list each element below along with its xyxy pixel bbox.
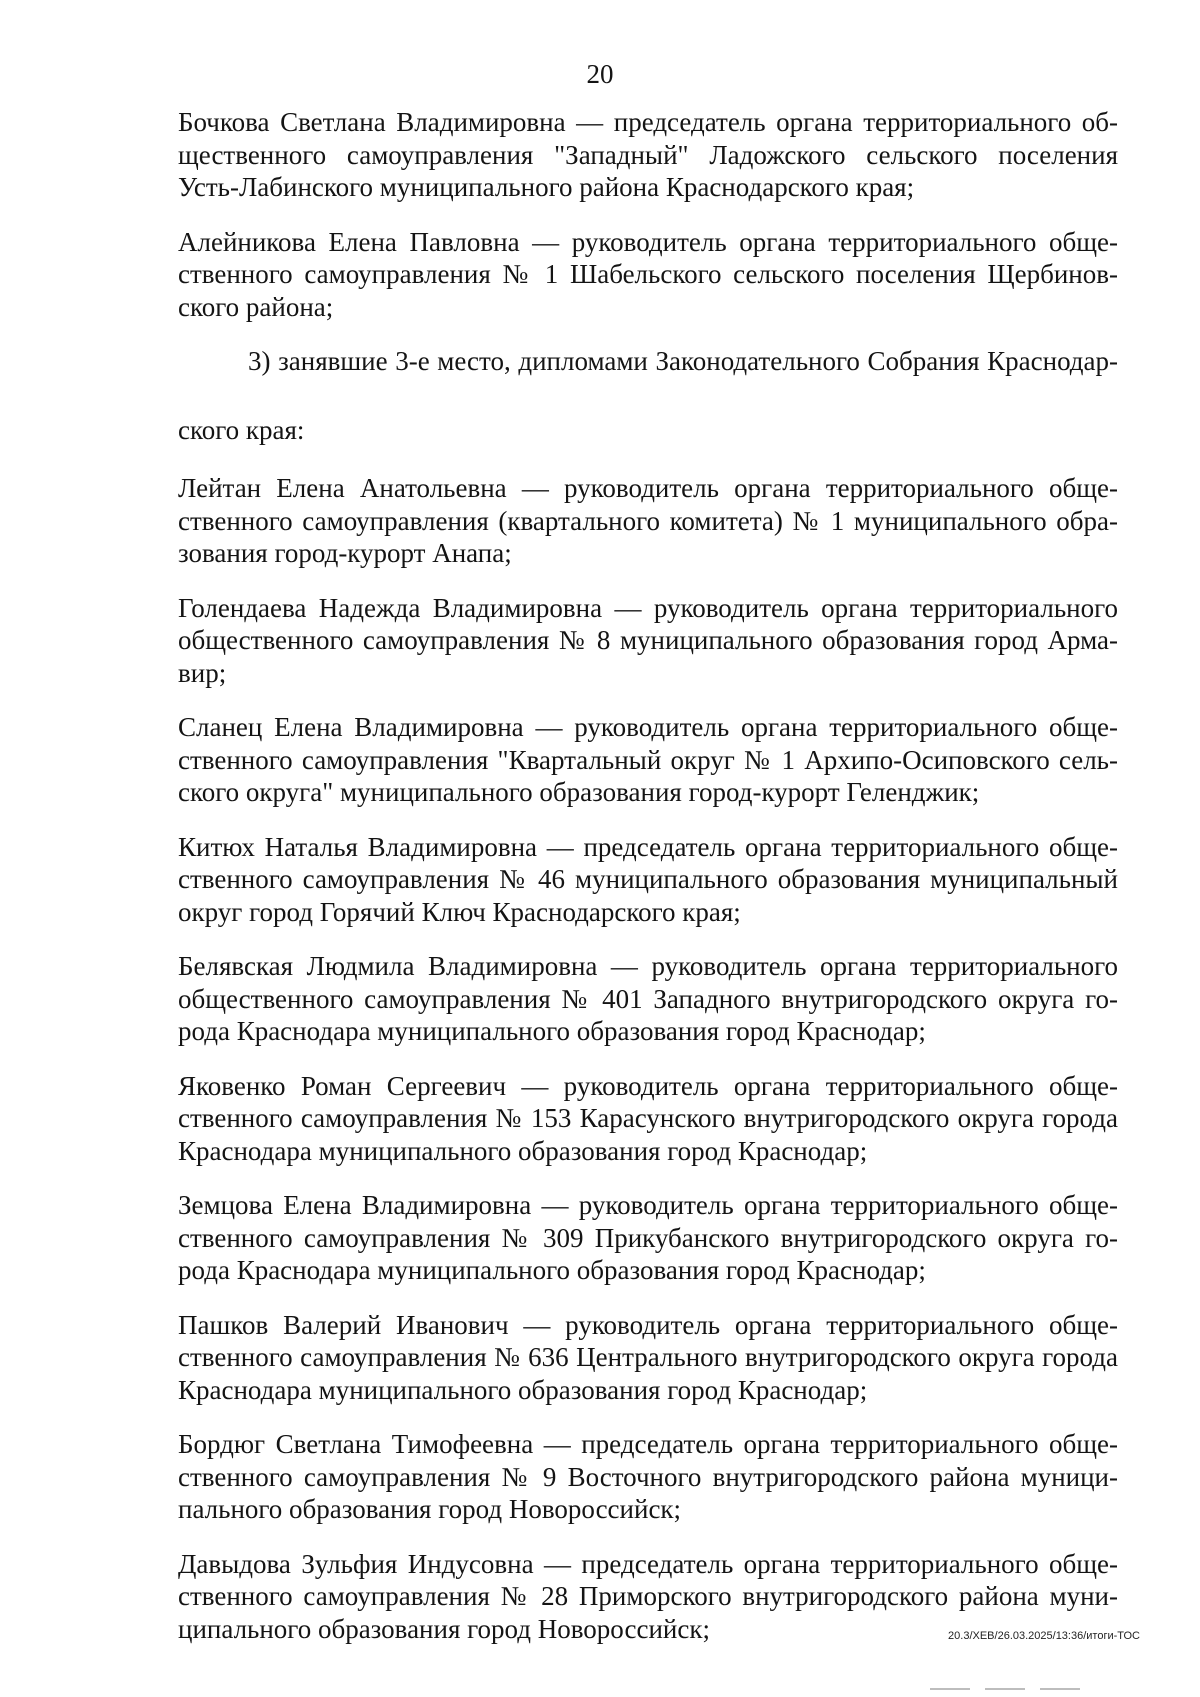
text-line: Голендаева Надежда Владимировна — руководитель органа территориального xyxy=(178,592,1118,623)
text-line: рода Краснодара муниципального образования город Краснодар; xyxy=(178,1016,926,1046)
text-line: общественного самоуправления № 8 муниципального образования город Арма- xyxy=(178,625,1118,655)
text-line: общественного самоуправления № 401 Западного внутригородского округа го- xyxy=(178,983,1118,1014)
text-line: 3) занявшие 3-е место, дипломами Законодательного Собрания Краснодар- xyxy=(248,346,1118,376)
awardee-entry xyxy=(178,831,1118,929)
scan-artifact-mark xyxy=(985,1688,1025,1690)
awardee-entry xyxy=(178,106,1118,204)
awardee-entry xyxy=(178,226,1118,324)
text-line: Яковенко Роман Сергеевич — руководитель органа территориального обще- xyxy=(178,1070,1118,1101)
text-line: Китюх Наталья Владимировна — председатель органа территориального обще- xyxy=(178,831,1118,862)
text-line: зования город-курорт Анапа; xyxy=(178,538,512,568)
awardee-entry xyxy=(178,1309,1118,1407)
text-line: ственного самоуправления "Квартальный округ № 1 Архипо-Осиповского сель- xyxy=(178,744,1118,775)
text-line: ственного самоуправления (квартального комитета) № 1 муниципального обра- xyxy=(178,505,1118,536)
awardee-entry xyxy=(178,1189,1118,1287)
text-line: ского округа" муниципального образования город-курорт Геленджик; xyxy=(178,777,980,807)
text-line: ственного самоуправления № 1 Шабельского сельского поселения Щербинов- xyxy=(178,259,1118,289)
text-line: Пашков Валерий Иванович — руководитель органа территориального обще- xyxy=(178,1309,1118,1340)
text-line: вир; xyxy=(178,657,227,688)
text-line: Земцова Елена Владимировна — руководитель органа территориального обще- xyxy=(178,1190,1118,1220)
text-line: округ город Горячий Ключ Краснодарского края; xyxy=(178,896,741,927)
scan-artifact-mark xyxy=(930,1688,970,1690)
text-line: ственного самоуправления № 153 Карасунского внутригородского округа города xyxy=(178,1103,1118,1133)
scan-artifact-mark xyxy=(1040,1688,1080,1690)
text-line: ципального образования город Новороссийск; xyxy=(178,1613,710,1644)
text-line: Алейникова Елена Павловна — руководитель органа территориального обще- xyxy=(178,226,1118,257)
text-line: ственного самоуправления № 46 муниципального образования муниципальный xyxy=(178,864,1118,894)
document-footer-reference: 20.3/ХЕВ/26.03.2025/13:36/итоги-ТОС xyxy=(948,1630,1140,1642)
text-line: ственного самоуправления № 28 Приморского внутригородского района муни- xyxy=(178,1581,1118,1611)
text-line: ственного самоуправления № 636 Центрального внутригородского округа города xyxy=(178,1342,1118,1372)
text-line: Лейтан Елена Анатольевна — руководитель органа территориального обще- xyxy=(178,473,1118,503)
text-line: Сланец Елена Владимировна — руководитель органа территориального обще- xyxy=(178,712,1118,742)
page-number: 20 xyxy=(586,59,614,89)
text-line: рода Краснодара муниципального образования город Краснодар; xyxy=(178,1255,926,1285)
text-line: ственного самоуправления № 9 Восточного внутригородского района муници- xyxy=(178,1461,1118,1492)
text-line: Краснодара муниципального образования город Краснодар; xyxy=(178,1374,868,1405)
document-body xyxy=(178,106,1118,1667)
awardee-entry xyxy=(178,1070,1118,1168)
text-line: ского края: xyxy=(178,414,305,445)
awardee-entry xyxy=(178,592,1118,690)
text-line: Краснодара муниципального образования город Краснодар; xyxy=(178,1135,868,1166)
awardee-entry xyxy=(178,472,1118,570)
text-line: Белявская Людмила Владимировна — руководитель органа территориального xyxy=(178,951,1118,981)
text-line: Бордюг Светлана Тимофеевна — председатель органа территориального обще- xyxy=(178,1429,1118,1459)
text-line: Бочкова Светлана Владимировна — председатель органа территориального об- xyxy=(178,107,1118,137)
text-line: щественного самоуправления "Западный" Ладожского сельского поселения xyxy=(178,139,1118,170)
text-line: ского района; xyxy=(178,291,334,322)
awardee-entry xyxy=(178,1428,1118,1526)
paragraph-list xyxy=(178,106,1118,1645)
section-lead-paragraph xyxy=(178,345,1118,446)
text-line: Давыдова Зульфия Индусовна — председатель органа территориального обще- xyxy=(178,1548,1118,1579)
awardee-entry xyxy=(178,711,1118,809)
text-line: ственного самоуправления № 309 Прикубанского внутригородского округа го- xyxy=(178,1222,1118,1253)
awardee-entry xyxy=(178,950,1118,1048)
text-line: Усть-Лабинского муниципального района Краснодарского края; xyxy=(178,172,915,202)
text-line: пального образования город Новороссийск; xyxy=(178,1494,682,1524)
